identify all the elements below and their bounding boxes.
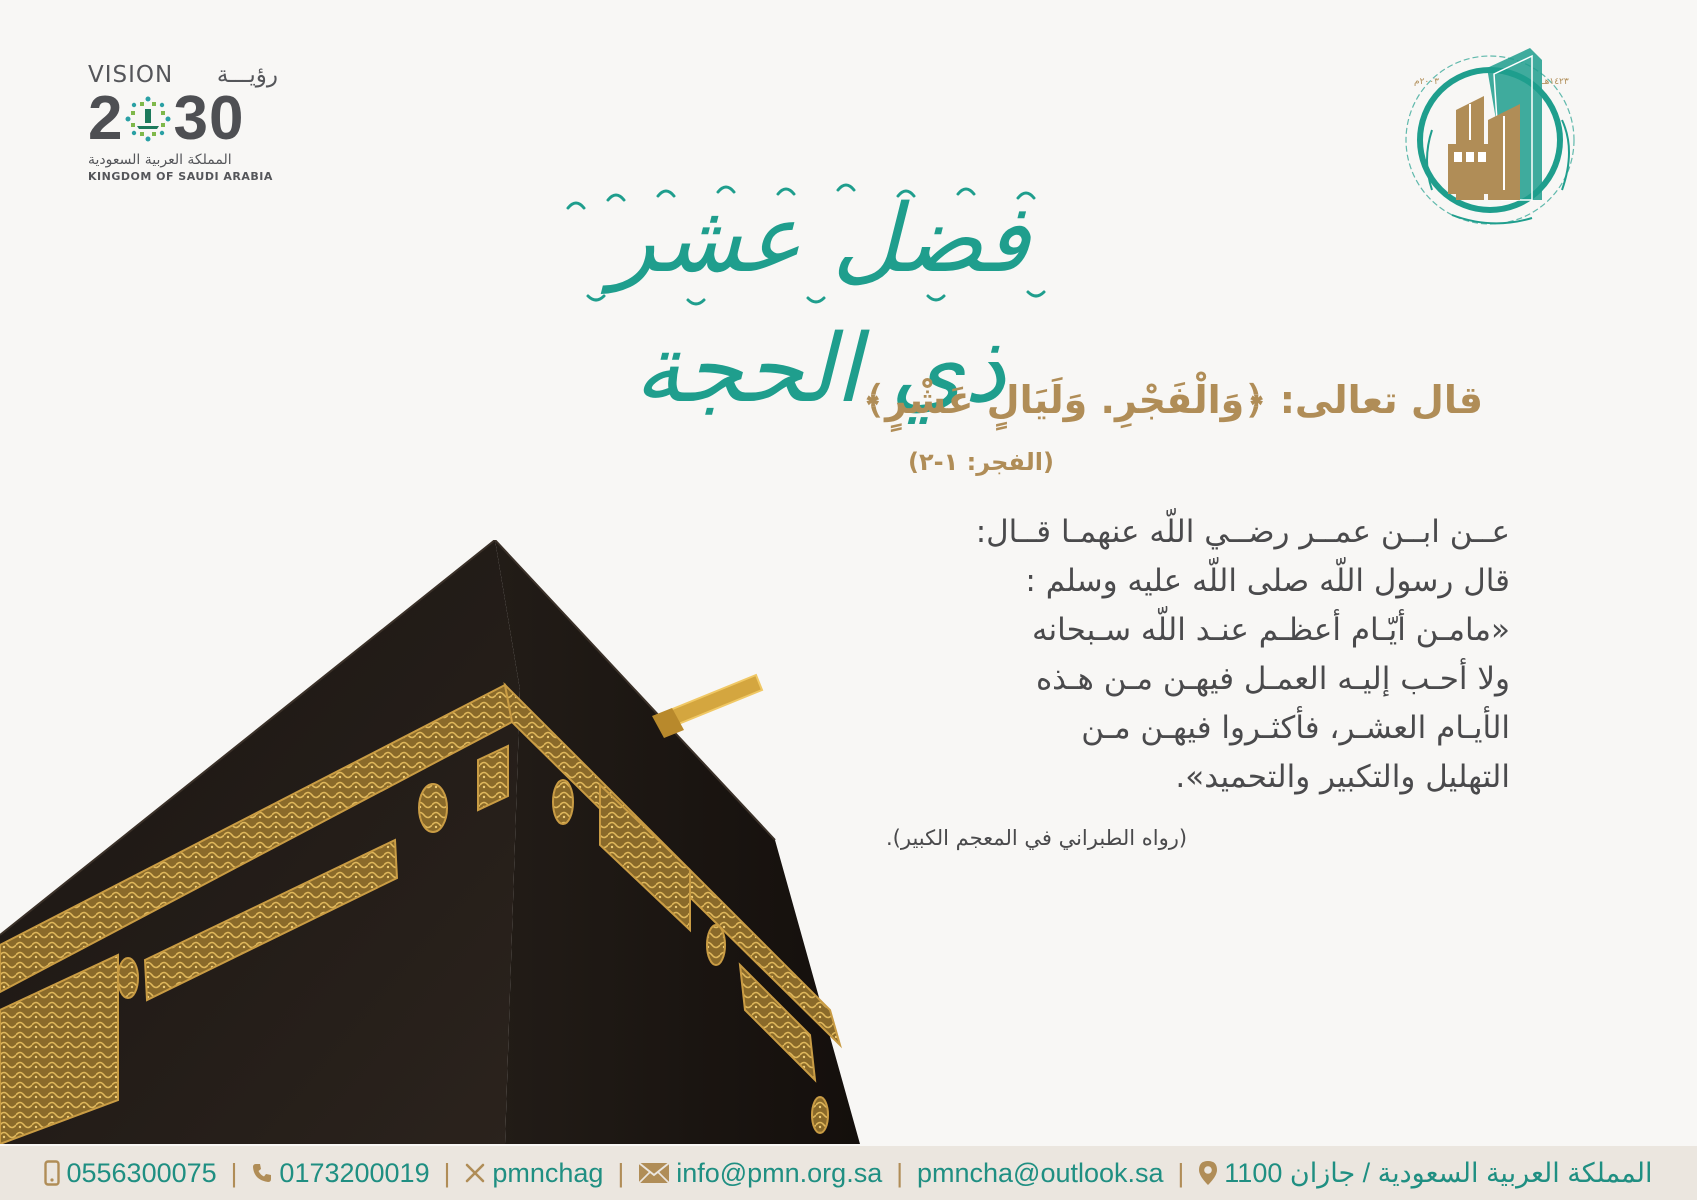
email-text: info@pmn.org.sa	[676, 1157, 883, 1188]
vision-year-right: 30	[173, 84, 245, 153]
footer-separator: |	[617, 1157, 625, 1188]
mobile-phone-icon	[44, 1160, 60, 1186]
kaaba-illustration	[0, 540, 870, 1144]
hadith-line: ولا أحـب إليـه العمـل فيهـن مـن هـذه	[1035, 661, 1510, 697]
hadith-line: الأيـام العشـر، فأكثـروا فيهـن مـن	[1081, 710, 1510, 746]
mobile-number-text: 0556300075	[66, 1157, 217, 1188]
email2-text: pmncha@outlook.sa	[916, 1157, 1164, 1188]
quran-verse: قال تعالى: ﴿وَالْفَجْرِ. وَلَيَالٍ عَشْرٍ﴾	[862, 378, 1483, 422]
twitter-link[interactable]	[464, 1158, 603, 1189]
vision-2030-logo	[88, 62, 278, 192]
footer-separator: |	[230, 1157, 238, 1188]
phone-icon	[251, 1162, 273, 1184]
vision-year-left: 2	[88, 84, 124, 153]
email2-link[interactable]	[917, 1158, 1164, 1189]
mobile-number[interactable]	[44, 1158, 216, 1189]
organization-logo	[1392, 40, 1592, 240]
phone-number[interactable]	[251, 1158, 429, 1189]
svg-text:٢٠٠٣م: ٢٠٠٣م	[1414, 77, 1439, 87]
address	[1198, 1158, 1652, 1189]
footer-separator: |	[443, 1157, 451, 1188]
contact-footer	[0, 1146, 1697, 1200]
hadith-text	[884, 508, 1510, 802]
svg-text:١٤٢٣هـ: ١٤٢٣هـ	[1542, 77, 1569, 87]
vision-ar-label: رؤيـــة	[216, 62, 278, 88]
email-link[interactable]	[638, 1158, 882, 1189]
email-icon	[638, 1162, 670, 1184]
footer-separator: |	[896, 1157, 903, 1188]
twitter-handle: pmnchag	[492, 1157, 604, 1188]
location-pin-icon	[1198, 1160, 1218, 1186]
page-title: فضل عشر ذي الحجة	[610, 185, 1030, 424]
hadith-line: التهليل والتكبير والتحميد».	[1175, 759, 1510, 795]
hadith-line: قال رسول اللّه صلى اللّه عليه وسلم :	[1025, 563, 1510, 599]
hadith-line: «مامـن أيّـام أعظـم عنـد اللّه سـبحانه	[1031, 612, 1510, 648]
kingdom-ar-label: المملكة العربية السعودية	[88, 152, 232, 168]
kingdom-en-label: KINGDOM OF SAUDI ARABIA	[88, 170, 273, 183]
hadith-source: (رواه الطبراني في المعجم الكبير).	[886, 826, 1188, 850]
vision-emblem-icon	[123, 93, 173, 145]
footer-separator: |	[1177, 1157, 1185, 1188]
vision-en-label: VISION	[88, 62, 174, 88]
phone-number-text: 0173200019	[279, 1157, 430, 1188]
hadith-line: عــن ابــن عمــر رضــي اللّه عنهمـا قــال:	[975, 514, 1510, 550]
address-text: المملكة العربية السعودية / جازان 1100	[1224, 1157, 1653, 1188]
x-twitter-icon	[464, 1162, 486, 1184]
verse-reference: (الفجر: ١-٢)	[908, 448, 1054, 476]
